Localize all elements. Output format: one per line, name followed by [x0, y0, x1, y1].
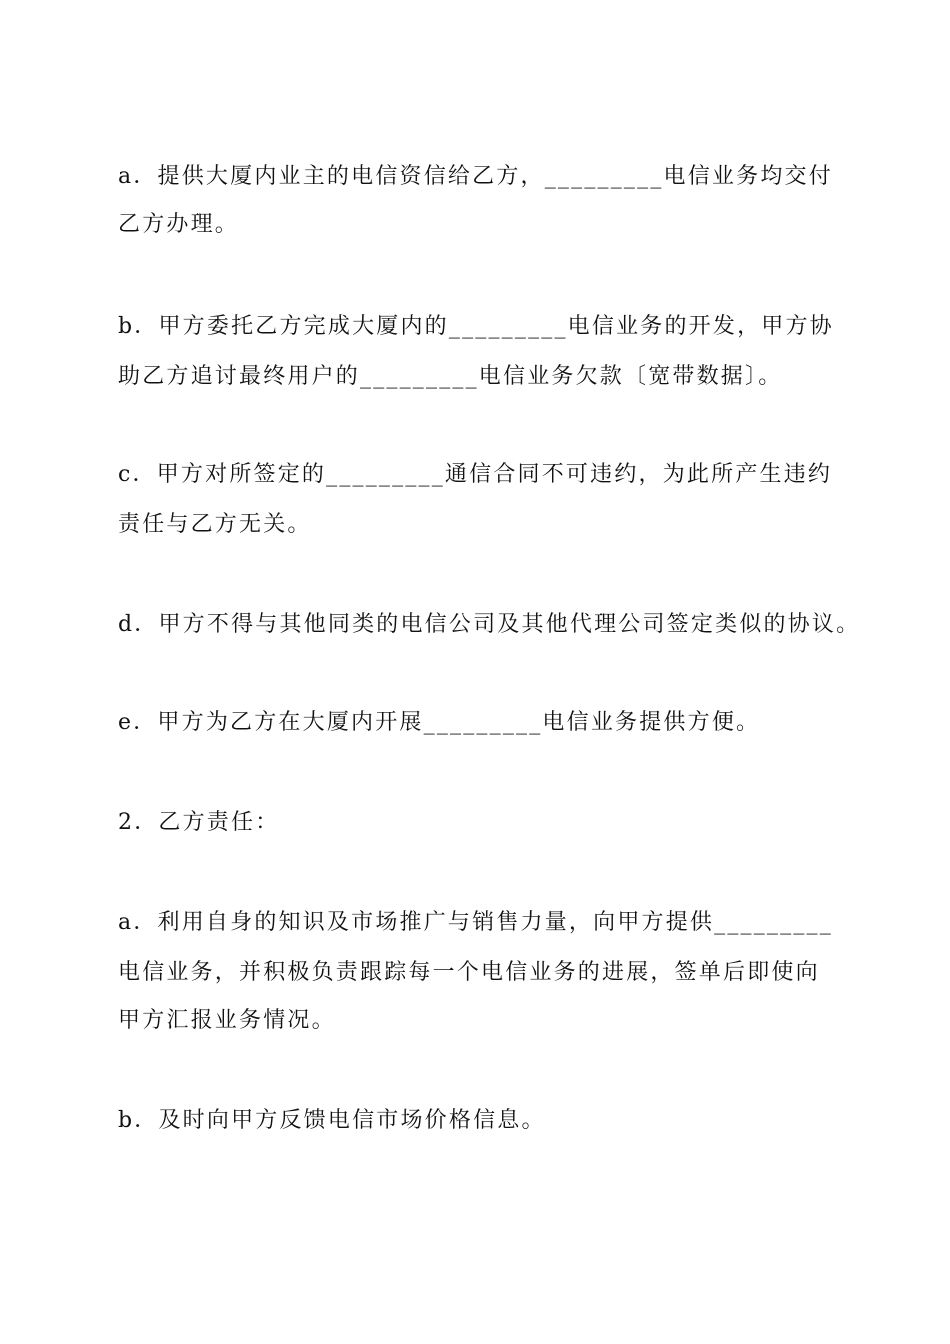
section-heading-party-b-duties: 2．乙方责任： [118, 810, 280, 835]
paragraph-e-line-1: e．甲方为乙方在大厦内开展_________电信业务提供方便。 [118, 710, 761, 735]
paragraph-c-line-2: 责任与乙方无关。 [118, 512, 312, 537]
paragraph-d-line-1: d．甲方不得与其他同类的电信公司及其他代理公司签定类似的协议。 [118, 612, 861, 637]
paragraph-c-line-1: c．甲方对所签定的_________通信合同不可违约，为此所产生违约 [118, 462, 833, 487]
paragraph-a1-line-2: 乙方办理。 [118, 212, 240, 237]
paragraph-a2-line-3: 甲方汇报业务情况。 [118, 1008, 336, 1033]
paragraph-a2-line-1: a．利用自身的知识及市场推广与销售力量，向甲方提供_________ [118, 910, 833, 935]
paragraph-b1-line-2: 助乙方追讨最终用户的_________电信业务欠款〔宽带数据〕。 [118, 364, 783, 389]
paragraph-a2-line-2: 电信业务，并积极负责跟踪每一个电信业务的进展，签单后即使向 [118, 960, 820, 985]
paragraph-b2-line-1: b．及时向甲方反馈电信市场价格信息。 [118, 1108, 546, 1133]
paragraph-a1-line-1: a．提供大厦内业主的电信资信给乙方，_________电信业务均交付 [118, 164, 833, 189]
paragraph-b1-line-1: b．甲方委托乙方完成大厦内的_________电信业务的开发，甲方协 [118, 314, 834, 339]
